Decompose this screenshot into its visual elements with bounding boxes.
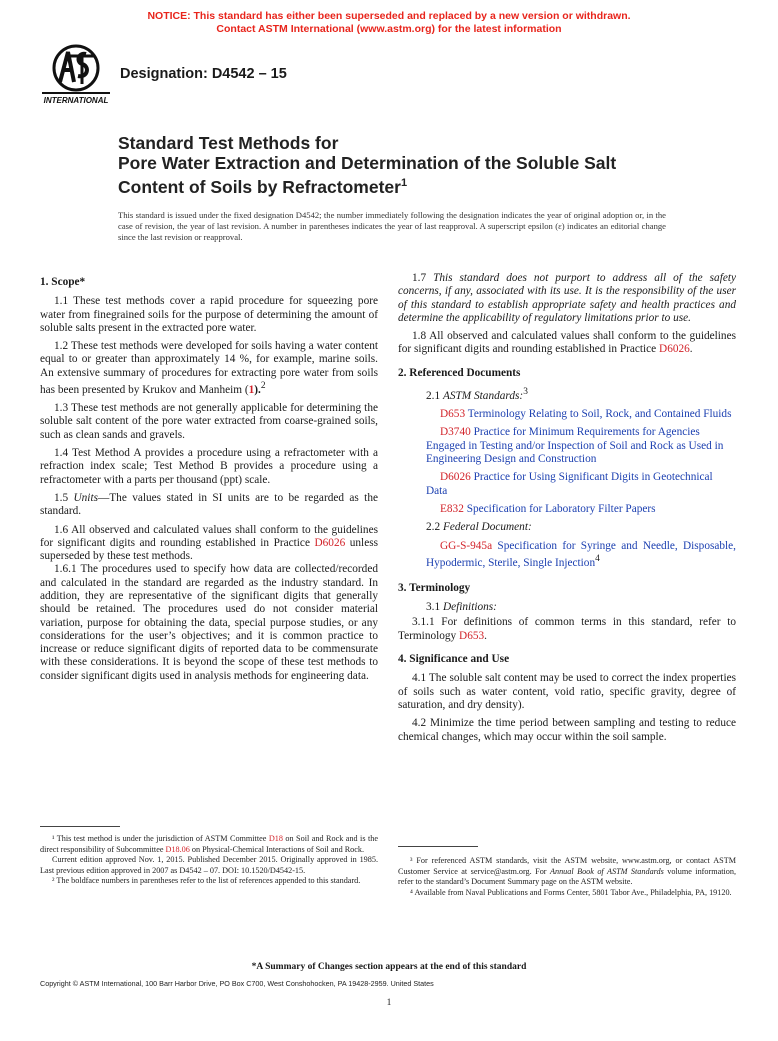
title-line-3 [118, 173, 718, 197]
summary-of-changes-note: *A Summary of Changes section appears at the end of this standard [251, 962, 527, 972]
footnotes-right [398, 856, 736, 898]
title-line-3-text: Content of Soils by Refractometer [118, 176, 401, 197]
para-3-1-1 [398, 616, 736, 643]
para-2-1 [398, 386, 736, 403]
section-heading-scope: 1. Scope* [40, 276, 86, 288]
section-heading-terminology: 3. Terminology [398, 581, 471, 594]
para-3-1-num: 3.1 [426, 601, 443, 614]
para-1-2-close: ). [254, 383, 261, 396]
para-2-1-italic: ASTM Standards: [442, 389, 524, 402]
designation: Designation: D4542 – 15 [120, 66, 287, 82]
para-1-7 [398, 272, 736, 325]
standard-title[interactable]: Terminology Relating to Soil, Rock, and Contained Fluids [467, 408, 732, 421]
footnote-rule-left [40, 826, 120, 827]
footnote-3-italic: Annual Book of ASTM Standards [549, 866, 664, 876]
para-4-2: 4.2 Minimize the time period between sampling and testing to reduce chemical changes, which may occur within the soil sample. [398, 717, 736, 743]
withdrawal-notice [0, 10, 778, 36]
logo-text: INTERNATIONAL [43, 96, 109, 105]
para-2-2 [398, 521, 736, 534]
link-subcommittee-d18-06[interactable]: D18.06 [165, 844, 190, 854]
para-1-6-tail: unless superseded by these test methods. [40, 536, 378, 563]
para-1-1: 1.1 These test methods cover a rapid procedure for squeezing pore water from finegrained soils for the purpose of determining the amount of soluble salts present in the extracted pore water. [40, 295, 378, 334]
footnote-1-mid: on Soil and Rock and is the direct responsibility of Subcommittee [40, 834, 378, 854]
para-2-2-num: 2.2 [426, 521, 443, 534]
footnote-4: ⁴ Available from Naval Publications and Forms Center, 5801 Tabor Ave., Philadelphia, PA, 19120. [410, 887, 732, 897]
standard-d3740[interactable] [398, 426, 736, 466]
para-4-1: 4.1 The soluble salt content may be used to correct the index properties of soils such as water content, void ratio, specific gravity, degree of saturation, and dry density). [398, 672, 736, 711]
federal-document-gg-s-945a[interactable] [398, 540, 736, 570]
link-committee-d18[interactable]: D18 [268, 834, 283, 843]
standard-title[interactable]: Practice for Using Significant Digits in Geotechnical Data [426, 471, 713, 497]
section-heading-significance: 4. Significance and Use [398, 653, 510, 666]
para-1-3: 1.3 These test methods are not generally applicable for determining the soluble salt content of the pore water extracted from coarse-grained soils, such as clean sands and gravels. [40, 402, 378, 441]
federal-title[interactable]: Specification for Syringe and Needle, Disposable, Hypodermic, Sterile, Single Injection [426, 539, 737, 569]
title-line-2: Pore Water Extraction and Determination of the Soluble Salt [118, 153, 617, 173]
section-heading-referenced-documents: 2. Referenced Documents [398, 366, 521, 379]
para-1-6-text: 1.6 All observed and calculated values shall conform to the guidelines for significant digits and rounding established in Practice [40, 523, 378, 549]
standard-code[interactable]: D6026 [440, 471, 471, 484]
para-3-1 [398, 601, 736, 614]
left-column [40, 272, 378, 688]
standard-d6026[interactable] [398, 471, 736, 498]
notice-line-1: NOTICE: This standard has either been superseded and replaced by a new version or withdrawn. [147, 10, 631, 22]
document-title [118, 133, 718, 197]
standard-title[interactable]: Specification for Laboratory Filter Papers [466, 502, 656, 515]
para-1-7-italic: This standard does not purport to address all of the safety concerns, if any, associated with its use. It is the responsibility of the user of this standard to establish appropriate safety and health practices and determine the applicability of regulatory limitations prior to use. [398, 272, 736, 324]
footnote-mark-4: 4 [595, 553, 600, 564]
para-3-1-italic: Definitions: [442, 601, 497, 614]
federal-code[interactable]: GG-S-945a [440, 539, 493, 552]
footnote-3-text: ³ For referenced ASTM standards, visit the ASTM website, www.astm.org, or contact ASTM Customer Service at service@astm.org. For [398, 856, 736, 876]
standard-code[interactable]: D3740 [440, 426, 471, 439]
title-footnote-mark: 1 [400, 177, 408, 189]
para-1-5-num: 1.5 [54, 491, 74, 504]
para-1-2-text: 1.2 These test methods were developed for soils having a water content equal to or greater than approximately 14 %, for example, marine soils. An extensive summary of procedures for extracting pore water from soils has been presented by Krukov and Manheim ( [40, 340, 378, 396]
footnote-1-tail: on Physical-Chemical Interactions of Soil and Rock. [189, 844, 365, 854]
para-1-8 [398, 330, 736, 357]
astm-logo [40, 44, 112, 106]
para-3-1-1-text: 3.1.1 For definitions of common terms in this standard, refer to Terminology [398, 616, 736, 642]
para-1-6-1: 1.6.1 The procedures used to specify how data are collected/recorded and calculated in the standard are regarded as the industry standard. In addition, they are representative of the significant digits that generally should be retained. The procedures used do not consider material variation, purpose for obtaining the data, special purpose studies, or any considerations for the user’s objectives; and it is common practice to increase or reduce significant digits of reported data to be commensurate with these considerations. It is beyond the scope of these test methods to consider significant digits used in analysis methods for engineering data. [40, 563, 378, 682]
right-column [398, 272, 736, 749]
para-2-2-italic: Federal Document: [442, 521, 532, 534]
standard-code[interactable]: D653 [440, 408, 466, 421]
footnote-3 [398, 856, 736, 888]
footnote-2: ² The boldface numbers in parentheses refer to the list of references appended to this standard. [52, 876, 361, 885]
standard-code[interactable]: E832 [440, 502, 464, 515]
footnote-rule-right [398, 846, 478, 847]
footnote-3-tail: volume information, refer to the standard’s Document Summary page on the ASTM website. [398, 866, 737, 886]
para-1-2 [40, 340, 378, 397]
standard-e832[interactable] [398, 503, 736, 516]
issuance-statement: This standard is issued under the fixed designation D4542; the number immediately following the designation indicates the year of original adoption or, in the case of revision, the year of last revision. A number in parentheses indicates the year of last reapproval. A superscript epsilon (ε) indicates an editorial change since the last revision or reapproval. [118, 210, 666, 242]
footnote-mark-2: 2 [260, 381, 266, 392]
para-1-5 [40, 492, 378, 519]
page-number: 1 [386, 998, 392, 1008]
footnotes-left [40, 834, 378, 887]
para-2-1-num: 2.1 [426, 389, 443, 402]
footnote-1 [40, 834, 378, 855]
link-d6026[interactable]: D6026 [314, 536, 346, 549]
para-1-4: 1.4 Test Method A provides a procedure using a refractometer with a refraction index scale; Test Method B provides a procedure using a refractometer with a parts per thousand (ppt) scale. [40, 447, 378, 486]
link-d6026-2[interactable]: D6026 [659, 343, 690, 356]
footnote-1-text: ¹ This test method is under the jurisdiction of ASTM Committee [52, 834, 269, 843]
link-d653[interactable]: D653 [459, 629, 485, 642]
para-1-5-text: —The values stated in SI units are to be regarded as the standard. [40, 491, 378, 518]
copyright-line: Copyright © ASTM International, 100 Barr Harbor Drive, PO Box C700, West Conshohocken, PA 19428-2959. United States [40, 979, 434, 988]
para-3-1-1-tail: . [484, 629, 487, 642]
para-1-7-num: 1.7 [412, 272, 434, 284]
notice-line-2: Contact ASTM International (www.astm.org) for the latest information [216, 23, 562, 35]
astm-logo-mark-icon [40, 44, 112, 106]
standard-d653[interactable] [398, 408, 736, 421]
footnote-1-edition: Current edition approved Nov. 1, 2015. Published December 2015. Originally approved in 1985. Last previous edition approved in 2007 as D4542 – 07. DOI: 10.1520/D4542-15. [40, 855, 378, 875]
para-1-8-tail: . [689, 343, 693, 356]
standard-title[interactable]: Practice for Minimum Requirements for Agencies Engaged in Testing and/or Inspection of Soil and Rock as Used in Engineering Design and Construction [426, 426, 724, 466]
title-line-1: Standard Test Methods for [118, 133, 339, 153]
para-1-8-text: 1.8 All observed and calculated values shall conform to the guidelines for significant digits and rounding established in Practice [398, 330, 736, 356]
para-1-6 [40, 524, 378, 564]
footnote-mark-3: 3 [523, 387, 528, 398]
para-1-5-italic: Units [73, 491, 98, 504]
reference-link-1[interactable]: 1 [248, 383, 255, 396]
